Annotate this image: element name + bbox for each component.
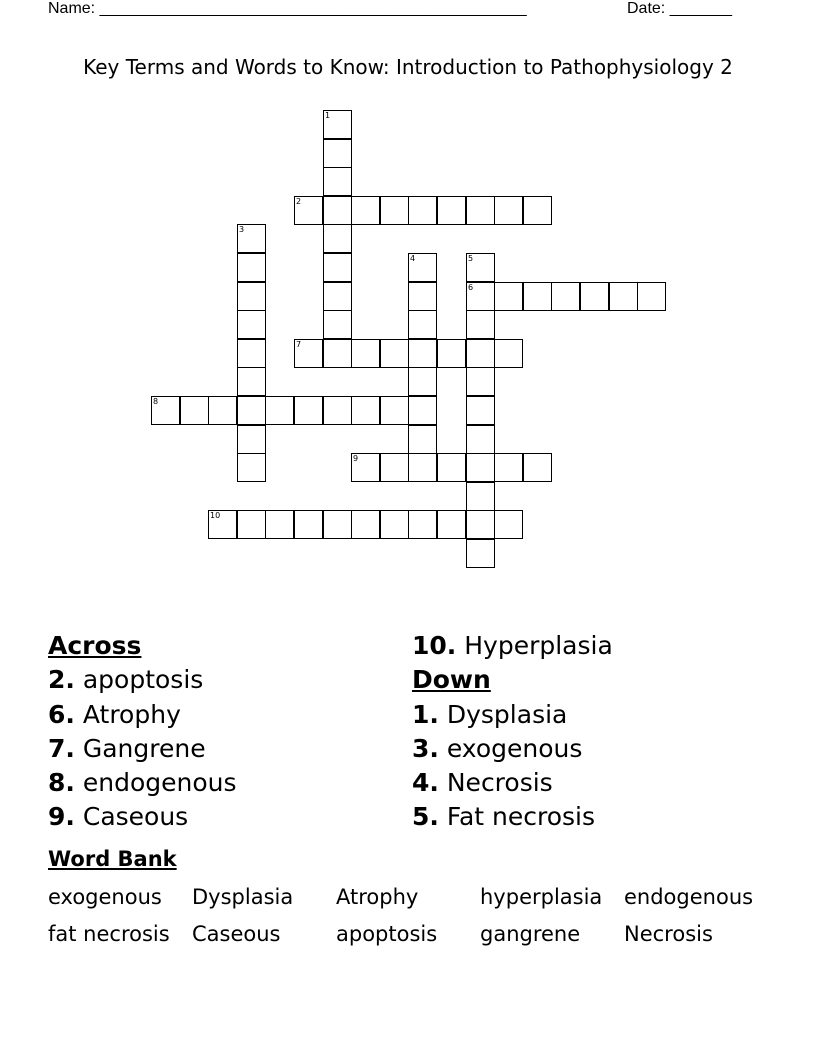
down-heading: Down — [412, 665, 491, 695]
crossword-cell[interactable] — [408, 196, 437, 225]
down-clue — [412, 800, 613, 834]
crossword-cell[interactable] — [523, 453, 552, 482]
crossword-cell[interactable] — [466, 196, 495, 225]
crossword-cell[interactable] — [237, 367, 266, 396]
crossword-cell[interactable] — [437, 196, 466, 225]
crossword-cell[interactable] — [408, 310, 437, 339]
page-title: Key Terms and Words to Know: Introduction to Pathophysiology 2 — [83, 55, 733, 79]
crossword-cell[interactable] — [494, 282, 523, 311]
clue-number: 4. — [412, 768, 439, 798]
crossword-cell[interactable] — [494, 196, 523, 225]
crossword-cell[interactable] — [380, 453, 409, 482]
crossword-cell[interactable] — [466, 339, 495, 368]
crossword-cell[interactable] — [265, 510, 294, 539]
crossword-cell[interactable] — [151, 396, 180, 425]
crossword-cell[interactable] — [323, 139, 352, 168]
crossword-cell[interactable] — [323, 339, 352, 368]
crossword-cell[interactable] — [265, 396, 294, 425]
date-field-label: Date: _______ — [627, 0, 732, 17]
crossword-cell[interactable] — [523, 196, 552, 225]
clue-number: 9. — [48, 802, 75, 832]
clue-number-label: 5 — [468, 254, 474, 263]
crossword-cell[interactable] — [237, 310, 266, 339]
crossword-cell[interactable] — [351, 339, 380, 368]
clue-number-label: 2 — [296, 197, 302, 206]
crossword-cell[interactable] — [323, 167, 352, 196]
crossword-cell[interactable] — [494, 453, 523, 482]
crossword-cell[interactable] — [380, 339, 409, 368]
crossword-cell[interactable] — [408, 425, 437, 454]
crossword-cell[interactable] — [408, 396, 437, 425]
crossword-cell[interactable] — [380, 396, 409, 425]
crossword-cell[interactable] — [637, 282, 666, 311]
crossword-cell[interactable] — [323, 396, 352, 425]
clue-number: 6. — [48, 699, 75, 729]
crossword-cell[interactable] — [408, 282, 437, 311]
clue-text: apoptosis — [82, 665, 204, 695]
crossword-cell[interactable] — [466, 282, 495, 311]
crossword-cell[interactable] — [208, 510, 237, 539]
crossword-cell[interactable] — [523, 282, 552, 311]
across-clue — [412, 629, 613, 663]
crossword-cell[interactable] — [208, 396, 237, 425]
clue-number-label: 6 — [468, 283, 474, 292]
clue-number-label: 10 — [210, 511, 221, 520]
crossword-cell[interactable] — [437, 510, 466, 539]
crossword-cell[interactable] — [351, 510, 380, 539]
crossword-cell[interactable] — [323, 196, 352, 225]
clue-number-label: 7 — [296, 340, 302, 349]
word-bank-item: gangrene — [480, 922, 581, 946]
crossword-cell[interactable] — [408, 453, 437, 482]
crossword-cell[interactable] — [294, 396, 323, 425]
crossword-cell[interactable] — [466, 482, 495, 511]
word-bank-item: Caseous — [192, 922, 281, 946]
clue-text: Hyperplasia — [464, 631, 613, 660]
crossword-cell[interactable] — [408, 253, 437, 282]
crossword-cell[interactable] — [408, 367, 437, 396]
across-clue — [48, 766, 237, 800]
crossword-cell[interactable] — [437, 453, 466, 482]
clues-column-left — [48, 629, 237, 835]
crossword-cell[interactable] — [408, 510, 437, 539]
word-bank-item: endogenous — [624, 885, 754, 909]
crossword-cell[interactable] — [237, 339, 266, 368]
across-clue — [48, 732, 237, 766]
crossword-cell[interactable] — [466, 539, 495, 568]
clue-text: Caseous — [82, 802, 189, 832]
crossword-cell[interactable] — [323, 253, 352, 282]
crossword-cell[interactable] — [237, 282, 266, 311]
crossword-cell[interactable] — [351, 453, 380, 482]
crossword-cell[interactable] — [580, 282, 609, 311]
crossword-cell[interactable] — [351, 196, 380, 225]
crossword-cell[interactable] — [494, 510, 523, 539]
crossword-cell[interactable] — [551, 282, 580, 311]
crossword-cell[interactable] — [237, 224, 266, 253]
across-clue — [48, 663, 237, 697]
crossword-cell[interactable] — [466, 453, 495, 482]
clue-text: endogenous — [82, 768, 237, 798]
across-clue — [48, 698, 237, 732]
clue-text: exogenous — [446, 733, 583, 763]
down-clue — [412, 766, 613, 800]
down-clue — [412, 698, 613, 732]
clue-number-label: 3 — [239, 225, 245, 234]
word-bank-item: hyperplasia — [480, 885, 603, 909]
clue-number: 3. — [412, 733, 439, 763]
crossword-cell[interactable] — [323, 310, 352, 339]
crossword-cell[interactable] — [237, 510, 266, 539]
clue-number: 8. — [48, 768, 75, 798]
crossword-cell[interactable] — [323, 510, 352, 539]
crossword-cell[interactable] — [466, 367, 495, 396]
crossword-cell[interactable] — [351, 396, 380, 425]
clue-number-label: 9 — [353, 454, 359, 463]
crossword-cell[interactable] — [466, 396, 495, 425]
clue-text: Necrosis — [446, 768, 553, 798]
word-bank-item: Dysplasia — [192, 885, 294, 909]
clue-number: 5. — [412, 802, 439, 832]
crossword-cell[interactable] — [466, 310, 495, 339]
clue-number: 1. — [412, 699, 439, 729]
crossword-cell[interactable] — [466, 253, 495, 282]
crossword-cell[interactable] — [408, 339, 437, 368]
clue-text: Dysplasia — [446, 699, 568, 729]
clue-text: Gangrene — [82, 733, 206, 763]
crossword-cell[interactable] — [466, 510, 495, 539]
crossword-cell[interactable] — [180, 396, 209, 425]
crossword-cell[interactable] — [323, 282, 352, 311]
clue-text: Fat necrosis — [446, 802, 596, 832]
crossword-cell[interactable] — [380, 196, 409, 225]
clue-number-label: 4 — [410, 254, 416, 263]
crossword-cell[interactable] — [294, 510, 323, 539]
across-heading: Across — [48, 631, 142, 660]
crossword-cell[interactable] — [323, 224, 352, 253]
crossword-cell[interactable] — [466, 425, 495, 454]
crossword-cell[interactable] — [494, 339, 523, 368]
name-field-label: Name: ________________________________________________ — [48, 0, 527, 17]
clue-number: 2. — [48, 665, 75, 695]
word-bank-item: Atrophy — [336, 885, 419, 909]
across-clue — [48, 800, 237, 834]
crossword-cell[interactable] — [294, 339, 323, 368]
crossword-cell[interactable] — [237, 453, 266, 482]
clue-number-label: 1 — [325, 111, 331, 120]
crossword-cell[interactable] — [437, 339, 466, 368]
crossword-cell[interactable] — [380, 510, 409, 539]
crossword-cell[interactable] — [237, 425, 266, 454]
word-bank-item: apoptosis — [336, 922, 438, 946]
word-bank — [48, 882, 788, 956]
word-bank-item: fat necrosis — [48, 922, 170, 946]
crossword-cell[interactable] — [237, 396, 266, 425]
clue-number-label: 8 — [153, 397, 159, 406]
crossword-cell[interactable] — [294, 196, 323, 225]
word-bank-item: exogenous — [48, 885, 162, 909]
clue-text: Atrophy — [82, 699, 181, 729]
down-clue — [412, 732, 613, 766]
word-bank-item: Necrosis — [624, 922, 713, 946]
word-bank-title: Word Bank — [48, 847, 177, 871]
crossword-cell[interactable] — [609, 282, 638, 311]
clues-column-right — [412, 629, 613, 835]
clue-number: 10. — [412, 631, 457, 660]
crossword-cell[interactable] — [323, 110, 352, 139]
clue-number: 7. — [48, 733, 75, 763]
crossword-cell[interactable] — [237, 253, 266, 282]
